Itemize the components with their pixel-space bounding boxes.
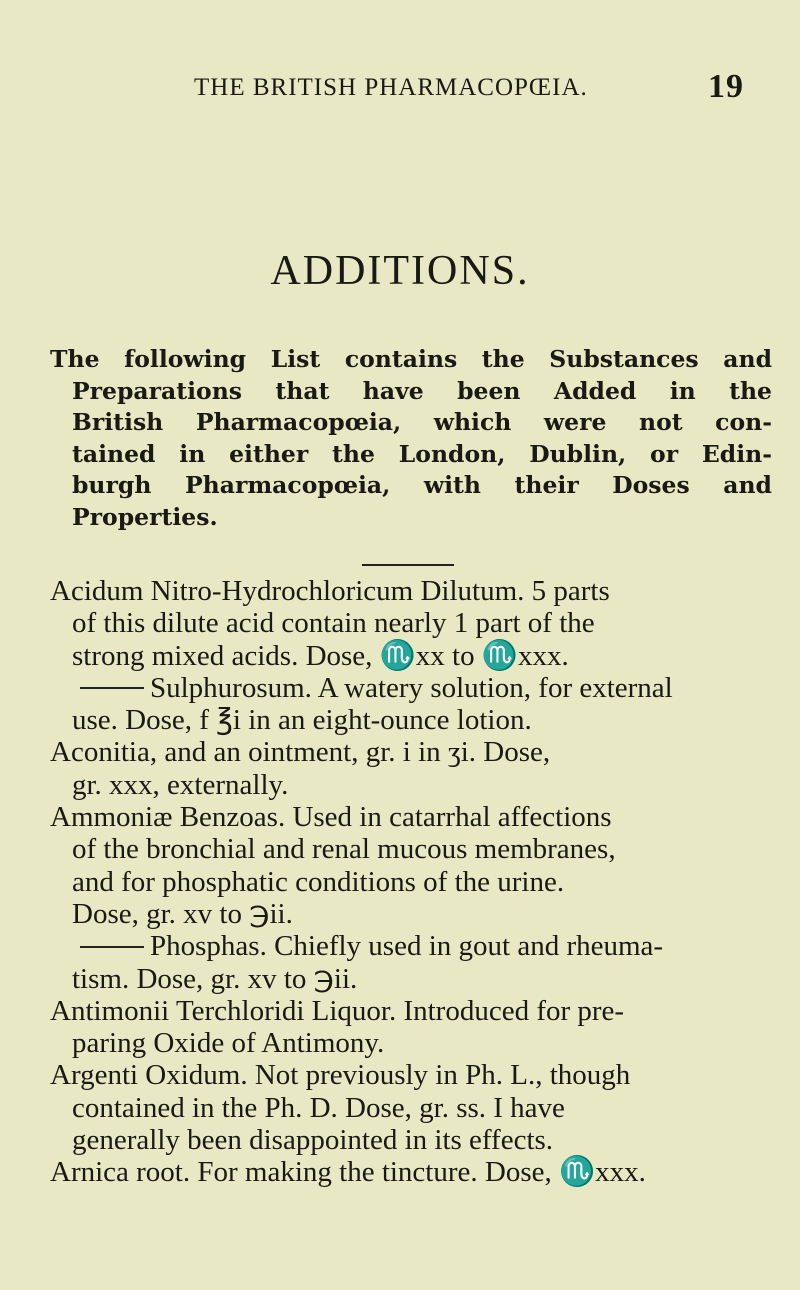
entry-line: contained in the Ph. D. Dose, gr. ss. I have xyxy=(72,1091,565,1124)
section-heading: ADDITIONS. xyxy=(270,248,530,294)
entry-line-ditto xyxy=(50,672,774,704)
entry-line: Argenti Oxidum. Not previously in Ph. L., though xyxy=(50,1059,631,1092)
entry-text: Sulphurosum. A watery solution, for external xyxy=(150,671,673,704)
entry-line: of this dilute acid contain nearly 1 part of the xyxy=(72,607,595,640)
ditto-dash xyxy=(80,946,144,948)
intro-line: Properties. xyxy=(72,502,218,531)
running-title: THE BRITISH PHARMACOPŒIA. xyxy=(194,74,588,101)
additions-list xyxy=(50,575,774,1189)
entry-text: Phosphas. Chiefly used in gout and rheuma- xyxy=(150,930,664,963)
entry-line: use. Dose, f ℥i in an eight-ounce lotion. xyxy=(72,704,532,737)
entry-line: paring Oxide of Antimony. xyxy=(72,1027,385,1060)
entry-line: Antimonii Terchloridi Liquor. Introduced for pre- xyxy=(50,994,625,1027)
intro-line: burgh Pharmacopœia, with their Doses and xyxy=(72,471,772,499)
entry-line: Dose, gr. xv to ℈ii. xyxy=(72,897,293,930)
intro-line: British Pharmacopœia, which were not con- xyxy=(72,408,772,436)
running-head xyxy=(194,68,754,108)
entry-line: and for phosphatic conditions of the urine. xyxy=(72,865,565,898)
intro-line: The following List contains the Substances and xyxy=(50,345,772,373)
entry-line: strong mixed acids. Dose, ♏xx to ♏xxx. xyxy=(72,639,569,672)
intro-line: Preparations that have been Added in the xyxy=(72,376,772,405)
intro-line: tained in either the London, Dublin, or Edin- xyxy=(72,439,772,468)
entry-line: generally been disappointed in its effects. xyxy=(72,1124,554,1157)
entry-line: Ammoniæ Benzoas. Used in catarrhal affections xyxy=(50,801,612,834)
section-divider xyxy=(362,564,454,566)
intro-paragraph xyxy=(50,344,772,533)
entry-line: of the bronchial and renal mucous membranes, xyxy=(72,833,616,866)
entry-line: gr. xxx, externally. xyxy=(72,768,289,801)
entry-line-ditto xyxy=(50,930,774,962)
entry-line: Aconitia, and an ointment, gr. i in ʒi. Dose, xyxy=(50,736,551,769)
entry-line: Acidum Nitro-Hydrochloricum Dilutum. 5 parts xyxy=(50,575,610,607)
entry-line: tism. Dose, gr. xv to ℈ii. xyxy=(72,962,358,995)
entry-line: Arnica root. For making the tincture. Dose, ♏xxx. xyxy=(50,1156,646,1189)
ditto-dash xyxy=(80,687,144,689)
page-number: 19 xyxy=(708,68,744,105)
